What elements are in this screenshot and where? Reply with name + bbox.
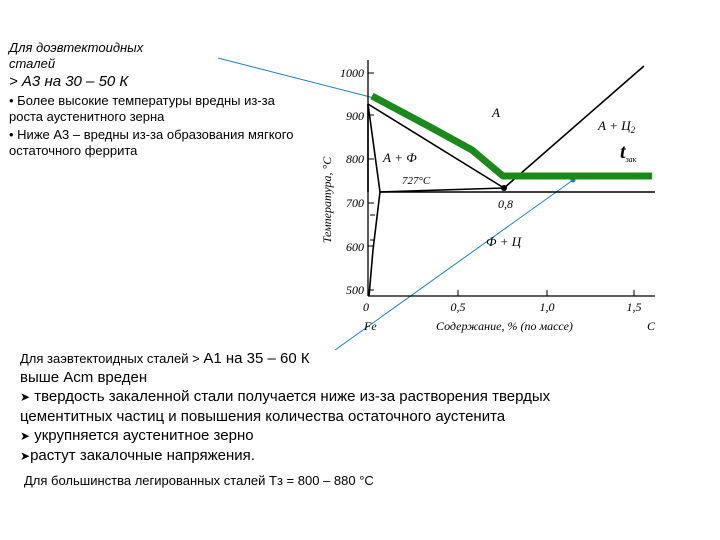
note-a1-range (20, 350, 620, 368)
note-item-grain (20, 426, 620, 446)
x-tick-0-5: 0,5 (450, 300, 466, 314)
region-a-c2-text: А + Ц (598, 118, 631, 133)
x-tick-0: 0 (363, 300, 369, 314)
x-end-label: C (647, 319, 656, 333)
x-tick-1-0: 1,0 (539, 300, 555, 314)
eutectoid-carbon-label: 0,8 (498, 197, 513, 211)
hypereutectoid-note (20, 350, 620, 490)
region-austenite-cementite (597, 118, 636, 135)
x-tick-1-5: 1,5 (626, 300, 642, 314)
x-start-label: Fe (364, 319, 377, 333)
note-a3-range: > А3 на 30 – 50 К (9, 73, 129, 90)
x-tick-marks (458, 290, 634, 296)
note-alloy-steels: Для большинства легированных сталей Тз = 800 – 880 °С (24, 473, 374, 488)
note-title-line2: сталей (9, 56, 56, 71)
note-a1-prefix: Для заэвтектоидных сталей > (20, 351, 204, 366)
y-axis-label: Температура, °С (320, 156, 334, 244)
svg-text:А + Ц2 (597, 118, 636, 135)
arrowhead-bullet-icon: ➤ (20, 429, 31, 443)
y-tick-700: 700 (346, 196, 364, 210)
note-item-hardness-text: твердость закаленной стали получается ниже из-за растворения твердых цементитных частиц и повышения количества остаточного аустенита (20, 388, 551, 425)
note-item-stress-text: растут закалочные напряжения. (30, 447, 255, 464)
note-item-stress (20, 446, 620, 466)
svg-text:tзак (620, 141, 637, 164)
arrowhead-bullet-icon: ➤ (20, 449, 31, 463)
region-ferrite-cementite: Ф + Ц (486, 234, 522, 249)
note-item-hardness (20, 387, 620, 426)
region-austenite: А (492, 105, 500, 120)
note-title-line1: Для доэвтектоидных (9, 40, 144, 55)
temperature-727-label: 727°С (402, 175, 431, 187)
note-bullet-high-temp: • Более высокие температуры вредны из-за роста аустенитного зерна (9, 93, 275, 124)
note-a1-value: А1 на 35 – 60 К (203, 350, 310, 367)
y-tick-600: 600 (346, 240, 364, 254)
arrowhead-bullet-icon: ➤ (20, 390, 31, 404)
y-tick-800: 800 (346, 152, 364, 166)
note-item-grain-text: укрупняется аустенитное зерно (34, 427, 254, 444)
quench-temperature-label (620, 141, 637, 164)
y-tick-500: 500 (346, 283, 364, 297)
region-austenite-ferrite: А + Ф (383, 150, 417, 165)
y-tick-900: 900 (346, 109, 364, 123)
note-bullet-low-temp: • Ниже А3 – вредны из-за образования мягкого остаточного феррита (9, 127, 294, 158)
t-symbol: t (620, 141, 626, 163)
y-tick-1000: 1000 (340, 66, 364, 80)
t-subscript: зак (625, 155, 637, 164)
eutectoid-point (501, 185, 507, 191)
note-acm: выше Acm вреден (20, 369, 148, 386)
x-axis-label: Содержание, % (по массе) (436, 319, 573, 333)
region-a-c2-subscript: 2 (630, 125, 636, 135)
